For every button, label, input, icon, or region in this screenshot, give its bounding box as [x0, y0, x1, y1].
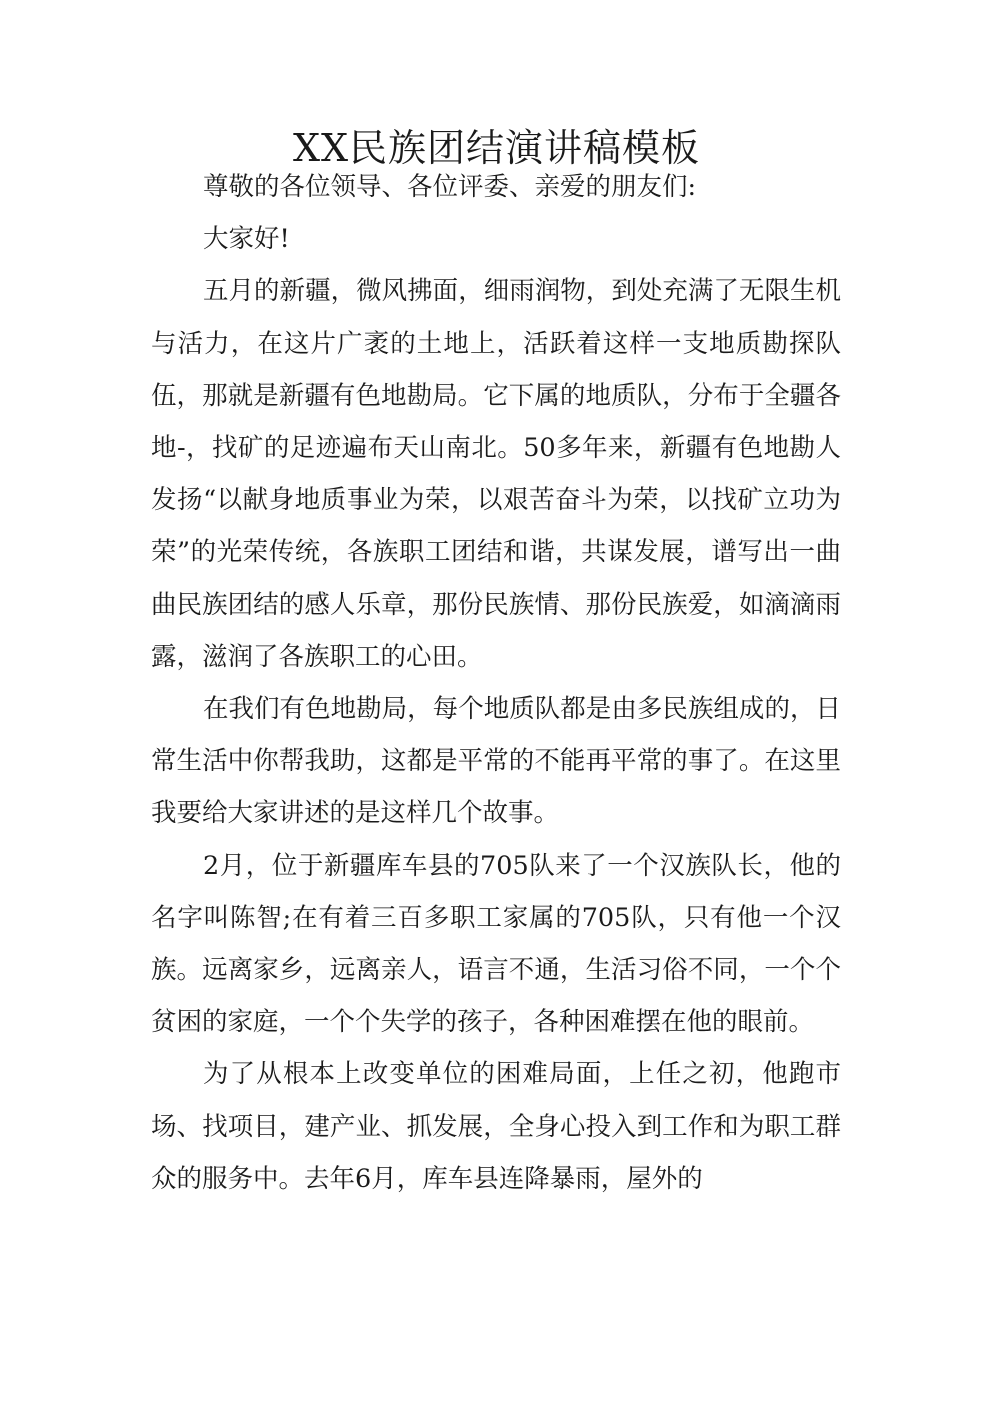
document-body	[151, 161, 841, 1205]
paragraph-greeting: 大家好!	[203, 224, 290, 255]
paragraph-story-continued: 为了从根本上改变单位的困难局面，上任之初，他跑市场、找项目，建产业、抓发展，全身心投入到工作和为职工群众的服务中。去年6月，库车县连降暴雨，屋外的	[151, 1059, 841, 1194]
document-title: XX民族团结演讲稿模板	[292, 126, 701, 170]
paragraph-salutation: 尊敬的各位领导、各位评委、亲爱的朋友们:	[203, 172, 697, 202]
paragraph-bureau: 在我们有色地勘局，每个地质队都是由多民族组成的，日常生活中你帮我助，这都是平常的不能再平常的事了。在这里我要给大家讲述的是这样几个故事。	[151, 694, 841, 829]
paragraph-story-chen-zhi: 2月，位于新疆库车县的705队来了一个汉族队长，他的名字叫陈智;在有着三百多职工家属的705队，只有他一个汉族。远离家乡，远离亲人，语言不通，生活习俗不同，一个个贫困的家庭，一个个失学的孩子，各种困难摆在他的眼前。	[151, 850, 841, 1038]
paragraph-intro: 五月的新疆，微风拂面，细雨润物，到处充满了无限生机与活力，在这片广袤的土地上，活跃着这样一支地质勘探队伍，那就是新疆有色地勘局。它下属的地质队，分布于全疆各地-，找矿的足迹遍布天山南北。50多年来，新疆有色地勘人发扬“以献身地质事业为荣，以艰苦奋斗为荣，以找矿立功为荣”的光荣传统，各族职工团结和谐，共谋发展，谱写出一曲曲民族团结的感人乐章，那份民族情、那份民族爱，如滴滴雨露，滋润了各族职工的心田。	[151, 276, 841, 672]
